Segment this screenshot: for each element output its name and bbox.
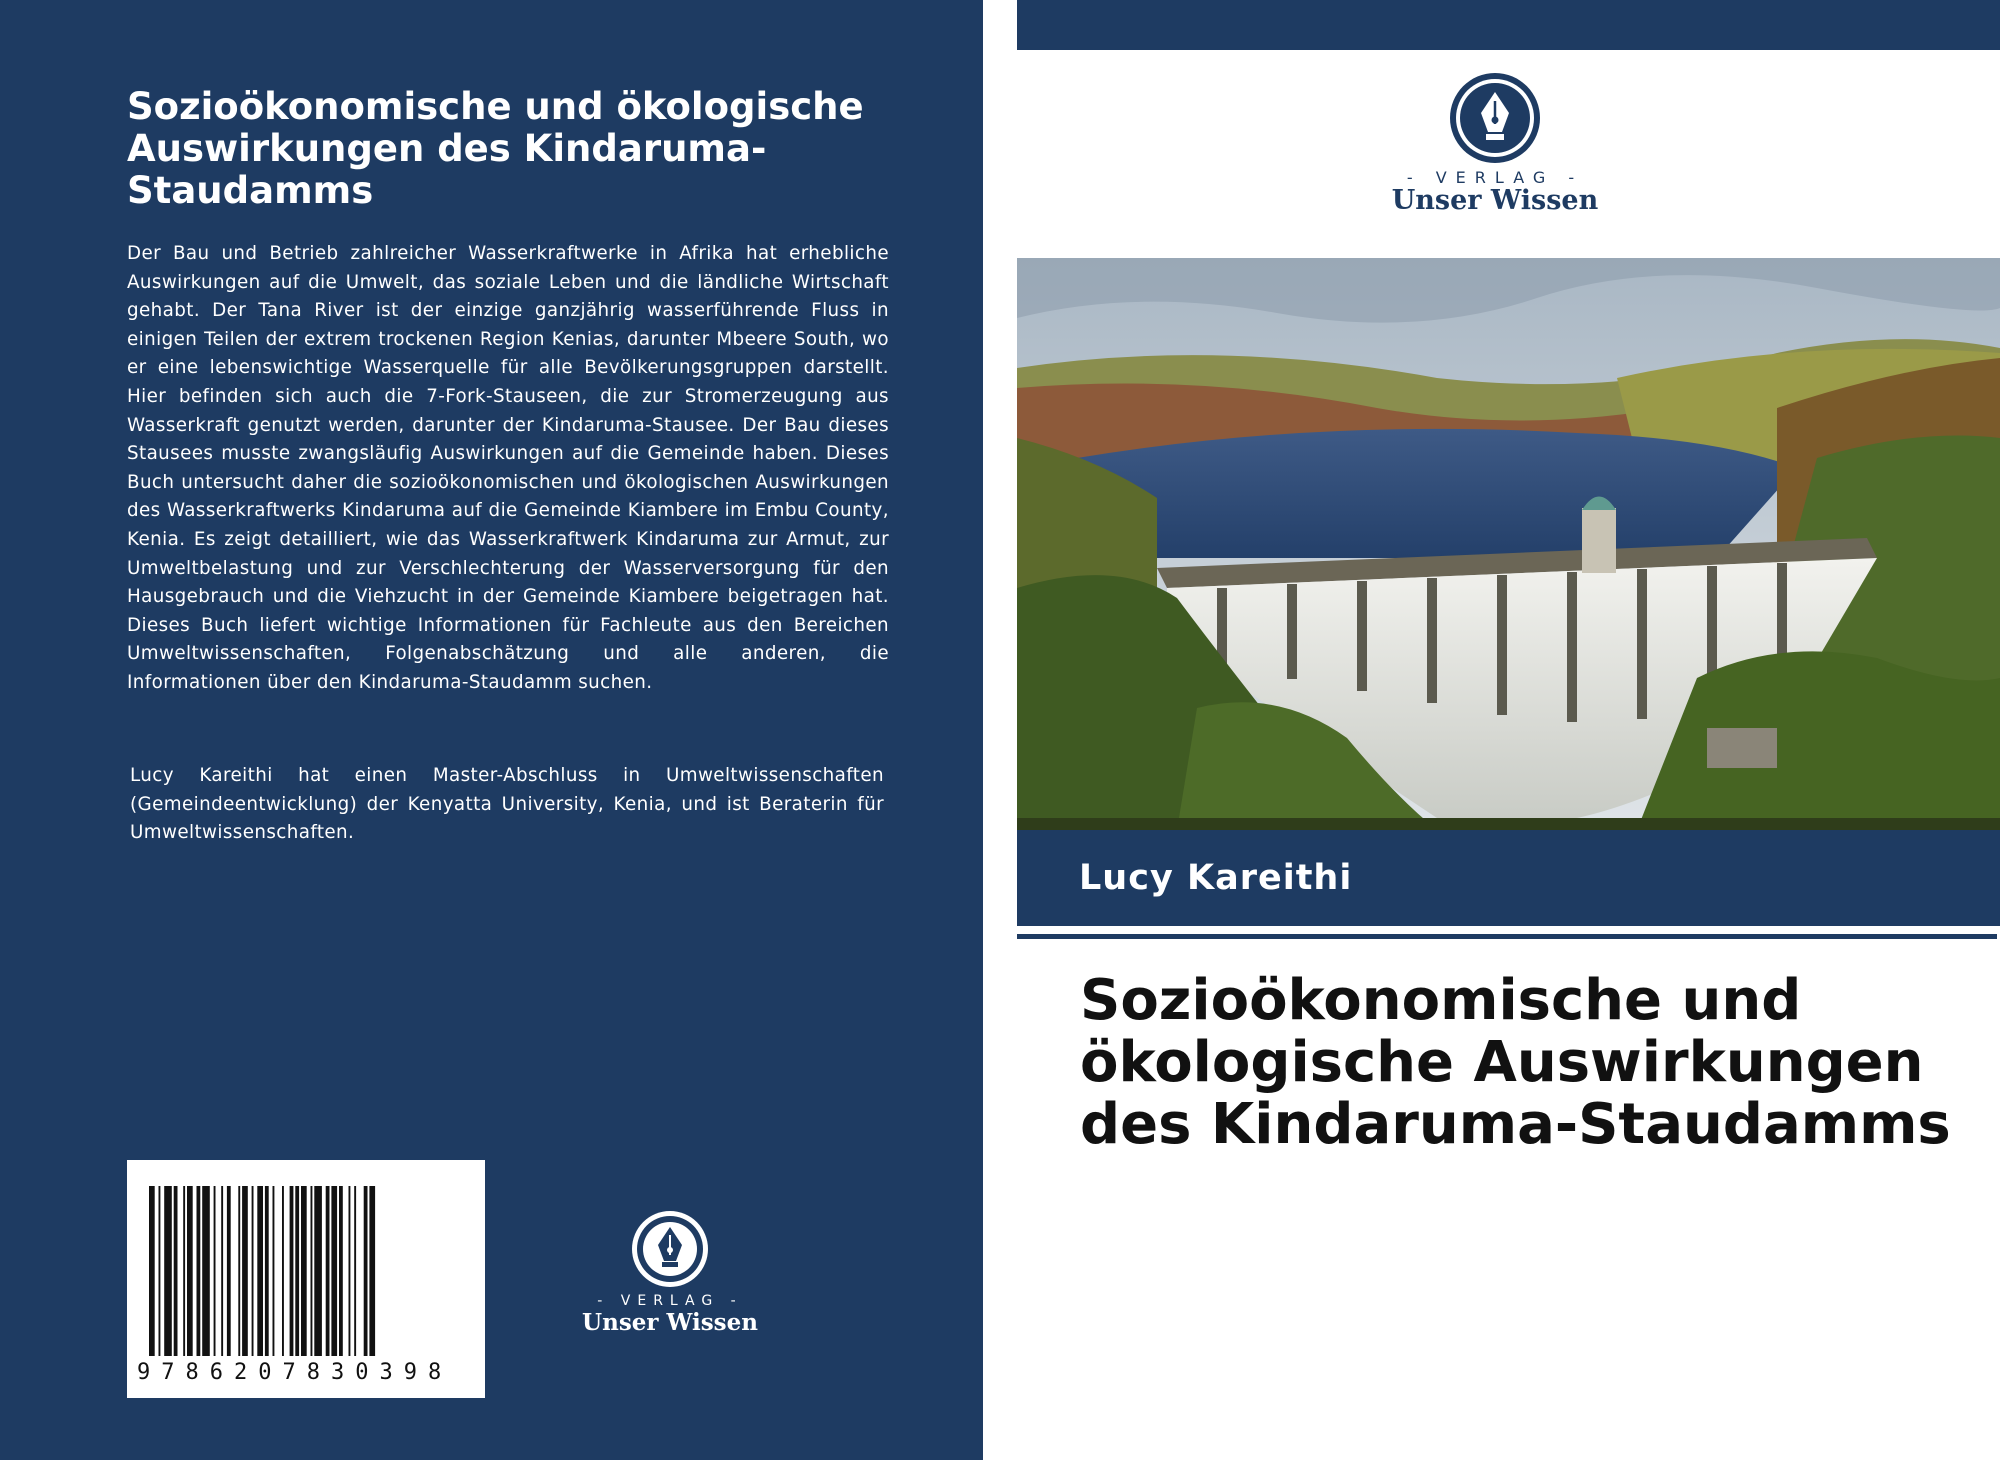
publisher-verlag-label: - VERLAG - [1406, 168, 1584, 187]
fountain-pen-nib-icon [1390, 70, 1600, 165]
front-cover-title: Sozioökonomische und ökologische Auswirkungen des Kindaruma-Staudamms [1080, 968, 1951, 1157]
dam-landscape-illustration [1017, 258, 2000, 830]
back-cover-title: Sozioökonomische und ökologische Auswirkungen des Kindaruma-Staudamms [127, 85, 864, 212]
isbn-barcode [127, 1160, 485, 1398]
publisher-verlag-label: - VERLAG - [597, 1293, 743, 1309]
publisher-logo-front [1390, 70, 1600, 220]
divider-rule [1017, 934, 1997, 939]
back-cover [0, 0, 983, 1460]
publisher-brand-name: Unser Wissen [582, 1309, 758, 1336]
isbn-digits: 9786207830398 [137, 1360, 453, 1385]
cover-photo-dam [1017, 258, 2000, 830]
front-cover-author: Lucy Kareithi [1079, 858, 1353, 898]
author-band [1017, 830, 2000, 926]
fountain-pen-nib-icon [580, 1205, 760, 1295]
back-cover-blurb: Der Bau und Betrieb zahlreicher Wasserkraftwerke in Afrika hat erhebliche Auswirkungen auf die Umwelt, das soziale Leben und die ländliche Wirtschaft gehabt. Der Tana River ist der einzige ganzjährig wasserführende Fluss in einigen Teilen der extrem trockenen Region Kenias, darunter Mbeere South, wo er eine lebenswichtige Wasserquelle für alle Bevölkerungsgruppen darstellt. Hier befinden sich auch die 7-Fork-Stauseen, die zur Stromerzeugung aus Wasserkraft genutzt werden, darunter der Kindaruma-Stausee. Der Bau dieses Stausees musste zwangsläufig Auswirkungen auf die Gemeinde haben. Dieses Buch untersucht daher die sozioökonomischen und ökologischen Auswirkungen des Wasserkraftwerks Kindaruma auf die Gemeinde Kiambere im Embu County, Kenia. Es zeigt detailliert, wie das Wasserkraftwerk Kindaruma zur Armut, zur Umweltbelastung und zur Verschlechterung der Wasserversorgung für den Hausgebrauch und die Viehzucht in der Gemeinde Kiambere beigetragen hat. Dieses Buch liefert wichtige Informationen für Fachleute aus den Bereichen Umweltwissenschaften, Folgenabschätzung und alle anderen, die Informationen über den Kindaruma-Staudamm suchen. [127, 243, 889, 693]
front-cover-top-bar [1017, 0, 2000, 50]
author-bio: Lucy Kareithi hat einen Master-Abschluss in Umweltwissenschaften (Gemeindeentwicklung) der Kenyatta University, Kenia, und ist Beraterin für Umweltwissenschaften. [130, 765, 884, 844]
publisher-logo-back [580, 1205, 760, 1335]
publisher-brand-name: Unser Wissen [1391, 185, 1599, 216]
